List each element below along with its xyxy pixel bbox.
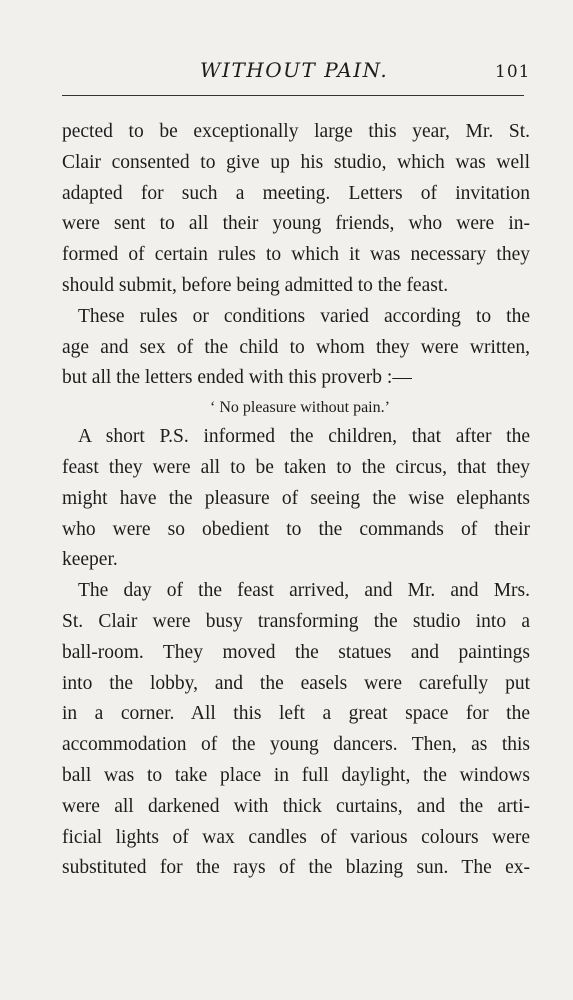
text-line: A short P.S. informed the children, that after the (78, 426, 530, 448)
page-number: 101 (495, 62, 531, 82)
text-line: but all the letters ended with this proverb :— (62, 367, 412, 389)
body-text (62, 117, 530, 884)
text-line: adapted for such a meeting. Letters of invitation (62, 182, 530, 204)
text-line: in a corner. All this left a great space for the (62, 703, 530, 725)
text-line: who were so obedient to the commands of their (62, 518, 530, 540)
proverb-line: ‘ No pleasure without pain.’ (210, 399, 390, 417)
text-line: were sent to all their young friends, who were in- (62, 213, 530, 235)
text-line: were all darkened with thick curtains, and the arti- (62, 795, 530, 817)
text-line: Clair consented to give up his studio, which was well (62, 151, 530, 173)
text-line: ficial lights of wax candles of various colours were (62, 826, 530, 848)
text-line: keeper. (62, 549, 118, 571)
text-line: age and sex of the child to whom they were written, (62, 336, 530, 358)
text-line: might have the pleasure of seeing the wise elephants (62, 487, 530, 509)
text-line: These rules or conditions varied according to the (78, 305, 530, 327)
text-line: The day of the feast arrived, and Mr. and Mrs. (78, 580, 530, 602)
header-rule (62, 95, 524, 96)
text-line: ball-room. They moved the statues and paintings (62, 641, 530, 663)
text-line: accommodation of the young dancers. Then, as this (62, 734, 530, 756)
text-line: feast they were all to be taken to the circus, that they (62, 456, 530, 478)
text-line: into the lobby, and the easels were carefully put (62, 672, 530, 694)
text-line: St. Clair were busy transforming the studio into a (62, 610, 530, 632)
text-line: formed of certain rules to which it was necessary they (62, 244, 530, 266)
text-line: substituted for the rays of the blazing sun. The ex- (62, 857, 530, 879)
text-line: ball was to take place in full daylight, the windows (62, 764, 530, 786)
running-head-title: WITHOUT PAIN. (200, 58, 389, 82)
text-line: should submit, before being admitted to the feast. (62, 274, 449, 296)
text-line: pected to be exceptionally large this year, Mr. St. (62, 121, 530, 142)
running-head (0, 56, 573, 86)
